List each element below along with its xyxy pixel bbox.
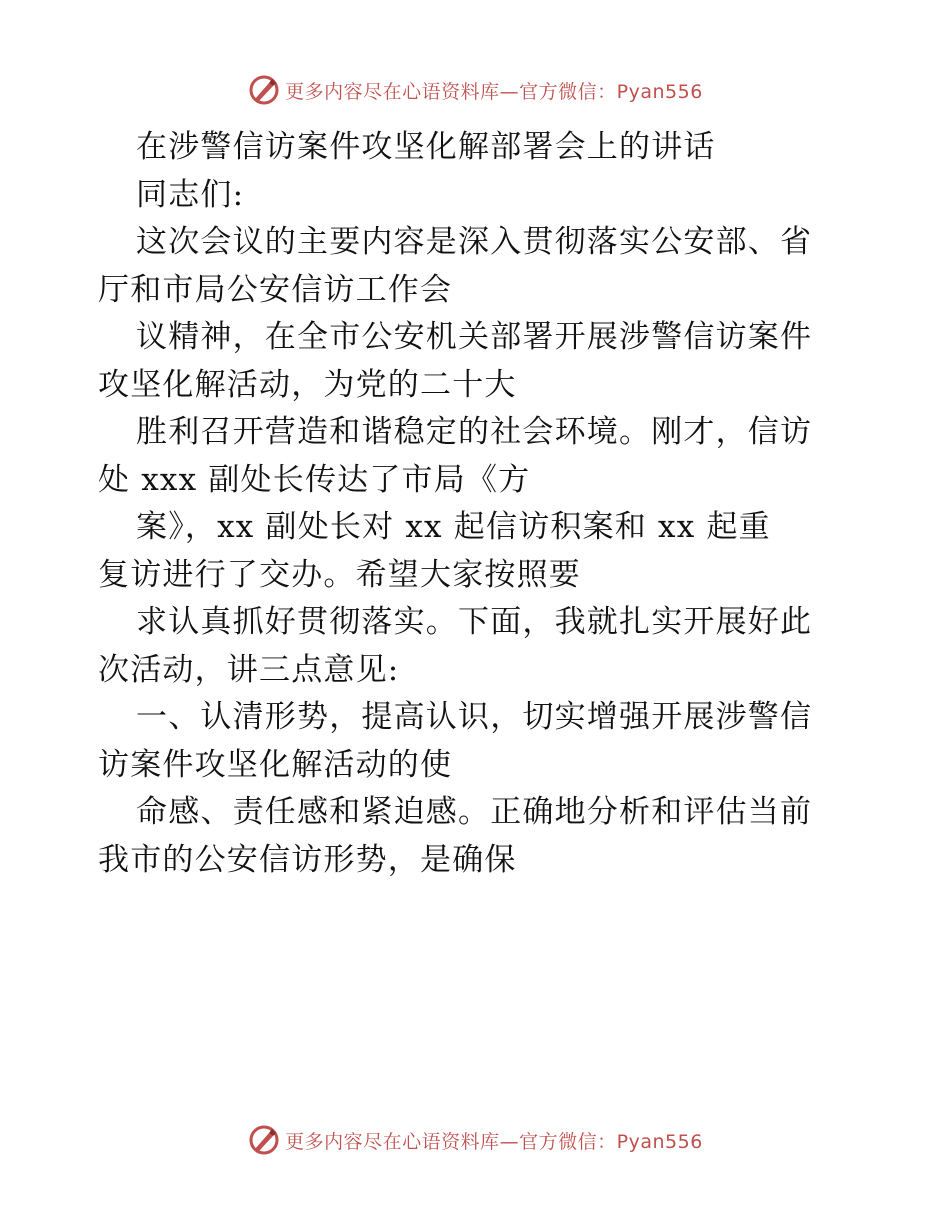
text-line: 处 xxx 副处长传达了市局《方	[98, 461, 531, 498]
text-line: 在涉警信访案件攻坚化解部署会上的讲话	[136, 129, 716, 165]
text-line: 厅和市局公安信访工作会	[98, 271, 453, 308]
header-watermark	[0, 70, 950, 110]
document-body	[98, 124, 858, 884]
text-line: 次活动，讲三点意见:	[98, 651, 400, 688]
text-line: 命感、责任感和紧迫感。正确地分析和评估当前	[136, 794, 813, 830]
pen-logo-icon	[247, 1123, 281, 1157]
text-line: 一、认清形势，提高认识，切实增强开展涉警信	[136, 699, 813, 735]
pen-logo-icon	[247, 73, 281, 107]
text-line: 议精神，在全市公安机关部署开展涉警信访案件	[136, 319, 813, 355]
text-line: 这次会议的主要内容是深入贯彻落实公安部、省	[136, 224, 813, 260]
text-line: 我市的公安信访形势，是确保	[98, 841, 517, 878]
footer-watermark	[0, 1120, 950, 1160]
text-line: 同志们:	[136, 176, 245, 213]
text-line: 求认真抓好贯彻落实。下面，我就扎实开展好此	[136, 604, 813, 640]
text-line: 复访进行了交办。希望大家按照要	[98, 556, 581, 593]
text-line: 胜利召开营造和谐稳定的社会环境。刚才，信访	[136, 414, 813, 450]
text-line: 攻坚化解活动，为党的二十大	[98, 366, 517, 403]
text-line: 访案件攻坚化解活动的使	[98, 746, 453, 783]
text-line: 案》，xx 副处长对 xx 起信访积案和 xx 起重	[136, 509, 771, 545]
watermark-text: 更多内容尽在心语资料库—官方微信：Pyan556	[285, 1130, 703, 1153]
watermark-text: 更多内容尽在心语资料库—官方微信：Pyan556	[285, 80, 703, 103]
